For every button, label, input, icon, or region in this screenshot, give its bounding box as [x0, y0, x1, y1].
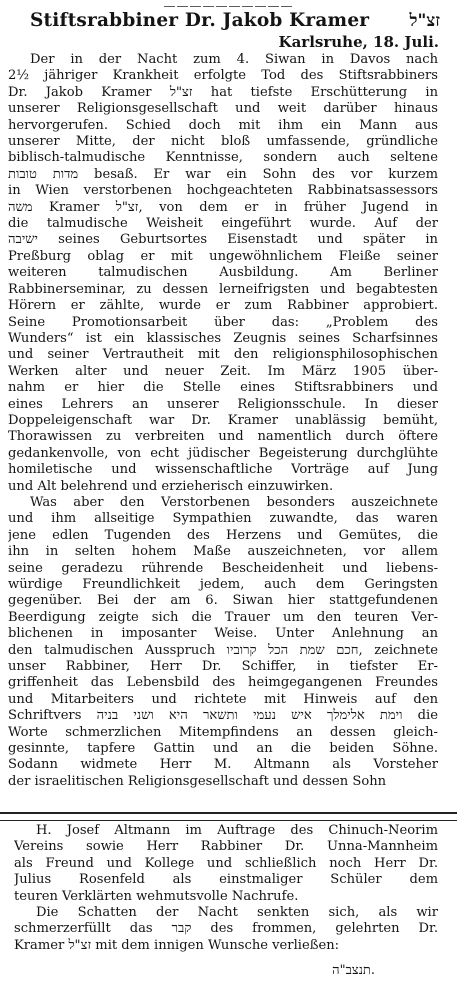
text-line: in Wien verstorbenen hochgeachteten Rabbinatsassessors: [8, 183, 438, 199]
text-line: und seiner Vertrautheit mit den religionsphilosophischen: [8, 347, 438, 363]
text-line: Doppeleigenschaft war Dr. Kramer unablässig bemüht,: [8, 412, 438, 428]
text-line: weiteren talmudischen Ausbildung. Am Berliner: [8, 265, 438, 281]
text-line: seine geradezu rührende Bescheidenheit und liebens-: [8, 560, 438, 576]
text-line: Worte schmerzlichen Mitempfindens an dessen gleich-: [8, 724, 438, 740]
text-line: מדות טובות besaß. Er war ein Sohn des vor kurzem: [8, 166, 438, 182]
text-line: schmerzerfüllt das קבר des frommen, gelehrten Dr.: [14, 921, 438, 937]
headline: [30, 10, 440, 34]
text-line: den talmudischen Ausspruch חכם שמת הכל קרוביו, zeichnete: [8, 642, 438, 658]
text-line: würdige Freundlichkeit jedem, auch dem Geringsten: [8, 577, 438, 592]
text-line: als Freund und Kollege und schließlich noch Herr Dr.: [14, 855, 438, 871]
text-line: Julius Rosenfeld als einstmaliger Schüler dem: [14, 872, 438, 888]
article-column-2: [14, 823, 438, 954]
text-line: gegenüber. Bei der am 6. Siwan hier stattgefundenen: [8, 593, 438, 609]
text-line: blichenen in imposanter Weise. Unter Anlehnung an: [8, 626, 438, 642]
text-line: Wunders“ ist ein klassisches Zeugnis seines Scharfsinnes: [8, 330, 438, 346]
text-line: und ihm allseitige Sympathien zuwandte, das waren: [8, 511, 438, 527]
text-line: Seine Promotionsarbeit über das: „Problem des: [8, 314, 438, 330]
text-line: Dr. Jakob Kramer זצ"ל hat tiefste Erschütterung in: [8, 84, 438, 100]
text-line: griffenheit das Lebensbild des heimgegangenen Freundes: [8, 675, 438, 691]
text-line: Hörern er zählte, wurde er zum Rabbiner approbiert.: [8, 298, 438, 314]
text-line: 2½ jähriger Krankheit erfolgte Tod des Stiftsrabbiners: [8, 68, 438, 84]
paragraph-2: [8, 495, 438, 790]
text-line: Was aber den Verstorbenen besonders auszeichnete: [30, 494, 438, 510]
hebrew-honorific: זצ"ל: [409, 11, 440, 31]
text-line: Thorawissen zu verbreiten und namentlich durch öftere: [8, 429, 438, 445]
text-line: Vereins sowie Herr Rabbiner Dr. Unna-Mannheim: [14, 839, 438, 855]
text-line: gedankenvolle, von echt jüdischer Begeisterung durchglühte: [8, 445, 438, 461]
text-line: der israelitischen Religionsgesellschaft und dessen Sohn: [8, 773, 387, 789]
text-line: Sodann widmete Herr M. Altmann als Vorsteher: [8, 757, 438, 773]
text-line: Rabbinerseminar, zu dessen lerneifrigsten und begabtesten: [8, 281, 438, 297]
dateline: Karlsruhe, 18. Juli.: [278, 33, 439, 51]
text-line: Kramer זצ"ל mit dem innigen Wunsche verließen:: [14, 937, 340, 953]
section-divider: [0, 812, 457, 821]
text-line: Beerdigung zeigte sich die Trauer um den teuren Ver-: [8, 609, 438, 625]
text-line: hervorgerufen. Schied doch mit ihm ein Mann aus: [8, 117, 438, 133]
article-column-1: [8, 52, 438, 790]
text-line: Die Schatten der Nacht senkten sich, als wir: [36, 905, 438, 921]
text-line: ישיבה seines Geburtsortes Eisenstadt und später in: [8, 232, 438, 248]
paragraph-1: [8, 52, 438, 495]
text-line: Werken alter und neuer Zeit. Im März 1905 über-: [8, 363, 438, 379]
text-line: eines Lehrers an unserer Religionsschule. In dieser: [8, 396, 438, 412]
article-title: Stiftsrabbiner Dr. Jakob Kramer: [30, 10, 370, 31]
text-line: nahm er hier die Stelle eines Stiftsrabbiners und: [8, 380, 438, 396]
text-line: משה Kramer זצ"ל, von dem er in früher Jugend in: [8, 199, 438, 215]
text-line: die talmudische Weisheit eingeführt wurde. Auf der: [8, 216, 438, 232]
text-line: unserer Mitte, der nicht bloß umfassende, gründliche: [8, 134, 438, 150]
text-line: Der in der Nacht zum 4. Siwan in Davos nach: [30, 52, 438, 67]
text-line: biblisch-talmudische Kenntnisse, sondern auch seltene: [8, 150, 438, 166]
text-line: Schriftvers וימת אלימלך איש נעמי ותשאר היא ושני בניה die: [8, 708, 438, 724]
text-line: unserer Religionsgesellschaft und weit darüber hinaus: [8, 101, 438, 117]
paragraph-3: [14, 823, 438, 905]
text-line: homiletische und wissenschaftliche Vorträge auf Jung: [8, 462, 438, 478]
text-line: ihn in selten hohem Maße auszeichneten, vor allem: [8, 544, 438, 560]
cut-off-header: ——————————: [163, 0, 294, 10]
closing-formula: תנצב"ה.: [332, 963, 375, 978]
paragraph-4: [14, 905, 438, 954]
text-line: Preßburg oblag er mit ungewöhnlichem Fleiße seiner: [8, 248, 438, 264]
text-line: und Alt belehrend und erzieherisch einzuwirken.: [8, 478, 334, 494]
text-line: unser Rabbiner, Herr Dr. Schiffer, in tiefster Er-: [8, 659, 438, 675]
text-line: H. Josef Altmann im Auftrage des Chinuch-Neorim: [36, 823, 438, 838]
text-line: und Mitarbeiters und richtete mit Hinweis auf den: [8, 691, 438, 707]
text-line: jene edlen Tugenden des Herzens und Gemütes, die: [8, 527, 438, 543]
text-line: teuren Verklärten wehmutsvolle Nachrufe.: [14, 888, 299, 904]
text-line: gesinnte, tapfere Gattin und an die beiden Söhne.: [8, 741, 438, 757]
